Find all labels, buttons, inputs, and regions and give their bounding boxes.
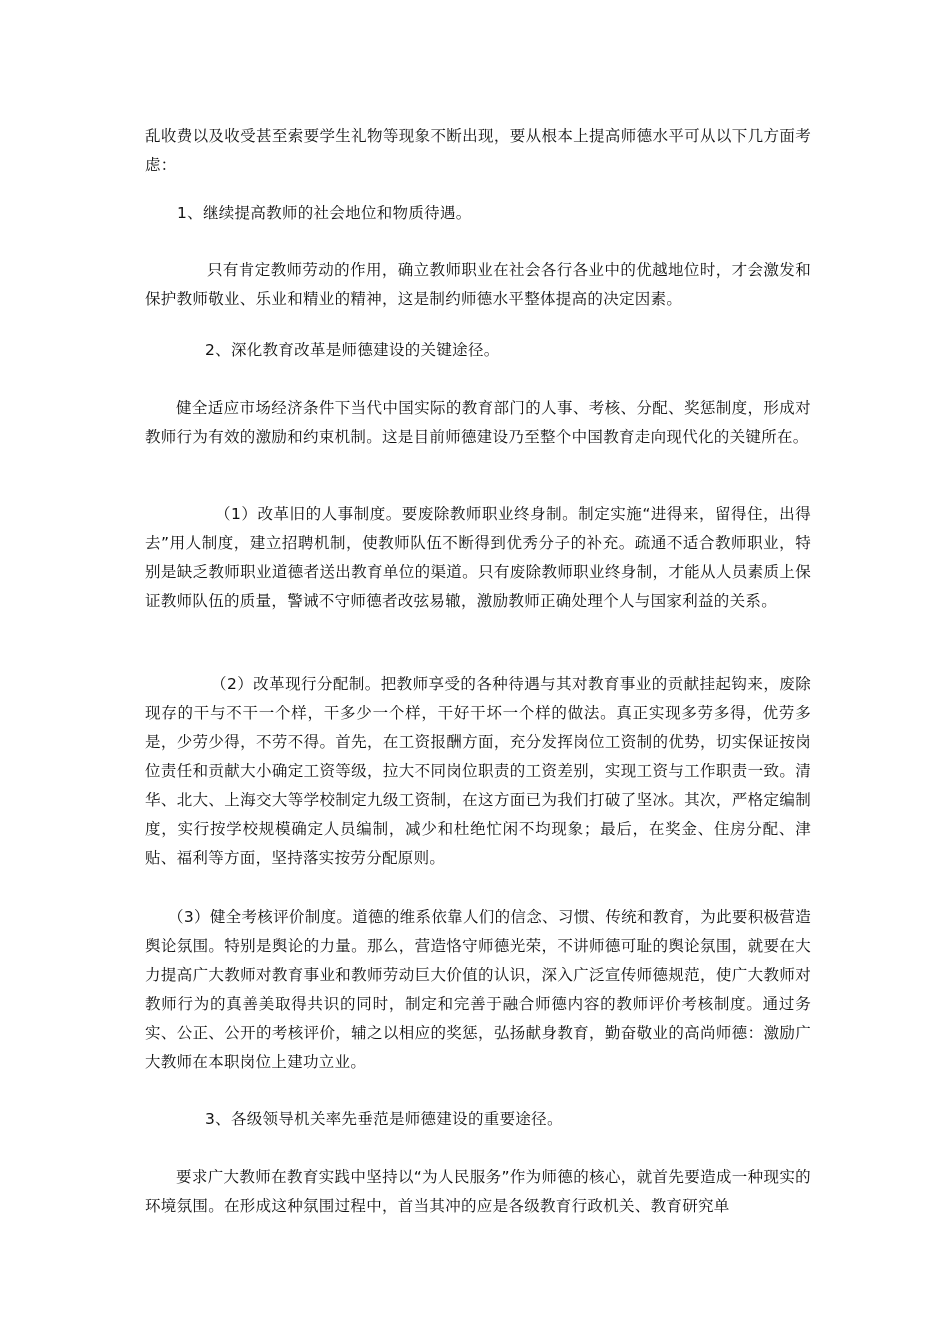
paragraph-intro: 乱收费以及收受甚至索要学生礼物等现象不断出现，要从根本上提高师德水平可从以下几方面考虑： <box>145 127 811 174</box>
paragraph-2-1: （1）改革旧的人事制度。要废除教师职业终身制。制定实施“进得来，留得住，出得去”用人制度，建立招聘机制，使教师队伍不断得到优秀分子的补充。疏通不适合教师职业，特别是缺乏教师职业道德者送出教育单位的渠道。只有废除教师职业终身制，才能从人员素质上保证教师队伍的质量，警诫不守师德者改弦易辙，激励教师正确处理个人与国家利益的关系。 <box>145 505 811 610</box>
heading-2: 2、深化教育改革是师德建设的关键途径。 <box>205 341 500 359</box>
heading-3: 3、各级领导机关率先垂范是师德建设的重要途径。 <box>205 1110 563 1128</box>
paragraph-2: 健全适应市场经济条件下当代中国实际的教育部门的人事、考核、分配、奖惩制度，形成对教师行为有效的激励和约束机制。这是目前师德建设乃至整个中国教育走向现代化的关键所在。 <box>145 399 811 446</box>
paragraph-3: 要求广大教师在教育实践中坚持以“为人民服务”作为师德的核心，就首先要造成一种现实的环境氛围。在形成这种氛围过程中，首当其冲的应是各级教育行政机关、教育研究单 <box>145 1168 811 1215</box>
paragraph-2-3: （3）健全考核评价制度。道德的维系依靠人们的信念、习惯、传统和教育，为此要积极营造舆论氛围。特别是舆论的力量。那么，营造恪守师德光荣，不讲师德可耻的舆论氛围，就要在大力提高广大教师对教育事业和教师劳动巨大价值的认识，深入广泛宣传师德规范，使广大教师对教师行为的真善美取得共识的同时，制定和完善于融合师德内容的教师评价考核制度。通过务实、公正、公开的考核评价，辅之以相应的奖惩，弘扬献身教育，勤奋敬业的高尚师德：激励广大教师在本职岗位上建功立业。 <box>145 908 811 1071</box>
paragraph-1: 只有肯定教师劳动的作用，确立教师职业在社会各行各业中的优越地位时，才会激发和保护教师敬业、乐业和精业的精神，这是制约师德水平整体提高的决定因素。 <box>145 261 811 308</box>
paragraph-2-2: （2）改革现行分配制。把教师享受的各种待遇与其对教育事业的贡献挂起钩来，废除现存的干与不干一个样，干多少一个样，干好干坏一个样的做法。真正实现多劳多得，优劳多是，少劳少得，不劳不得。首先，在工资报酬方面，充分发挥岗位工资制的优势，切实保证按岗位责任和贡献大小确定工资等级，拉大不同岗位职责的工资差别，实现工资与工作职责一致。清华、北大、上海交大等学校制定九级工资制，在这方面已为我们打破了坚冰。其次，严格定编制度，实行按学校规模确定人员编制，减少和杜绝忙闲不均现象；最后，在奖金、住房分配、津贴、福利等方面，坚持落实按劳分配原则。 <box>145 675 811 867</box>
heading-1: 1、继续提高教师的社会地位和物质待遇。 <box>177 204 472 222</box>
